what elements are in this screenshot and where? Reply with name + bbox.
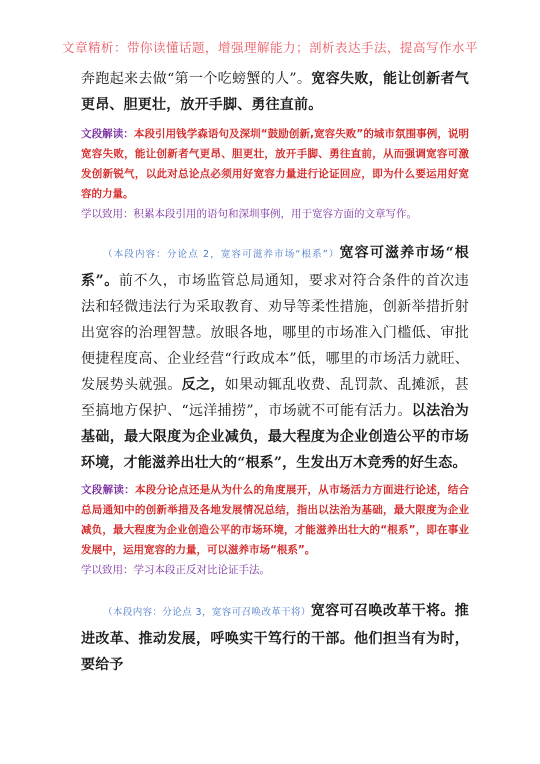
interpretation-label: 文段解读： <box>81 128 134 140</box>
section-tag-3: （本段内容：分论点 3，宽容可召唤改革干将） <box>103 607 311 618</box>
paragraph-2-emphasis-a: 反之， <box>181 377 225 393</box>
interpretation-2 <box>81 480 469 560</box>
article-body <box>81 66 469 678</box>
application-1 <box>81 204 469 224</box>
paragraph-2-text-b: 如果动辄乱收费、乱罚款、乱摊派，甚至搞地方保护、“远洋捕捞”，市场就不可能有活力。 <box>81 377 469 419</box>
subpoint-2-heading: 宽容可滋养市场“根系”。 <box>81 245 469 289</box>
paragraph-1 <box>81 66 469 118</box>
paragraph-1-text: 奔跑起来去做“第一个吃螃蟹的人”。 <box>81 71 312 87</box>
interpretation-text: 本段引用钱学森语句及深圳“鼓励创新,宽容失败”的城市氛围事例，说明宽容失败，能让创新者气更昂、胆更壮，放开手脚、勇往直前，从而强调宽容可激发创新锐气，以此对总论点必须用好宽容力量进行论证回应，即为什么要运用好宽容的力量。 <box>81 128 470 200</box>
paragraph-2-emphasis-b: 以法治为基础，最大限度为企业减负，最大程度为企业创造公平的市场环境，才能滋养出壮大的“根系”，生发出万木竞秀的好生态。 <box>81 403 469 471</box>
application-text: 学习本段正反对比论证手法。 <box>133 564 270 576</box>
page-header: 文章精析：带你读懂话题，增强理解能力；剖析表达手法，提高写作水平 <box>61 40 478 55</box>
interpretation-1 <box>81 124 469 204</box>
paragraph-3 <box>81 598 469 678</box>
subpoint-3-heading: 宽容可召唤改革干将。推进改革、推动发展，呼唤实干笃行的干部。他们担当有为时，要给予 <box>81 603 470 673</box>
application-text: 积累本段引用的语句和深圳事例，用于宽容方面的文章写作。 <box>133 208 417 220</box>
interpretation-text: 本段分论点还是从为什么的角度展开，从市场活力方面进行论述，结合总局通知中的创新举措及各地发展情况总结，指出以法治为基础，最大限度为企业减负，最大程度为企业创造公平的市场环境，才能滋养出壮大的“根系”，即在事业发展中，运用宽容的力量，可以滋养市场“根系”。 <box>81 484 470 556</box>
paragraph-2-text-a: 前不久，市场监管总局通知，要求对符合条件的首次违法和轻微违法行为采取教育、劝导等柔性措施，创新举措折射出宽容的治理智慧。放眼各地，哪里的市场准入门槛低、审批便捷程度高、企业经营“行政成本”低，哪里的市场活力就旺、发展势头就强。 <box>81 273 469 393</box>
paragraph-2 <box>81 240 469 476</box>
application-label: 学以致用： <box>81 564 134 576</box>
interpretation-label: 文段解读： <box>81 484 135 496</box>
application-2 <box>81 560 469 580</box>
section-tag-2: （本段内容：分论点 2，宽容可滋养市场“根系”） <box>103 249 340 260</box>
paragraph-1-emphasis: 宽容失败，能让创新者气更昂、胆更壮，放开手脚、勇往直前。 <box>81 71 469 113</box>
application-label: 学以致用： <box>81 208 134 220</box>
